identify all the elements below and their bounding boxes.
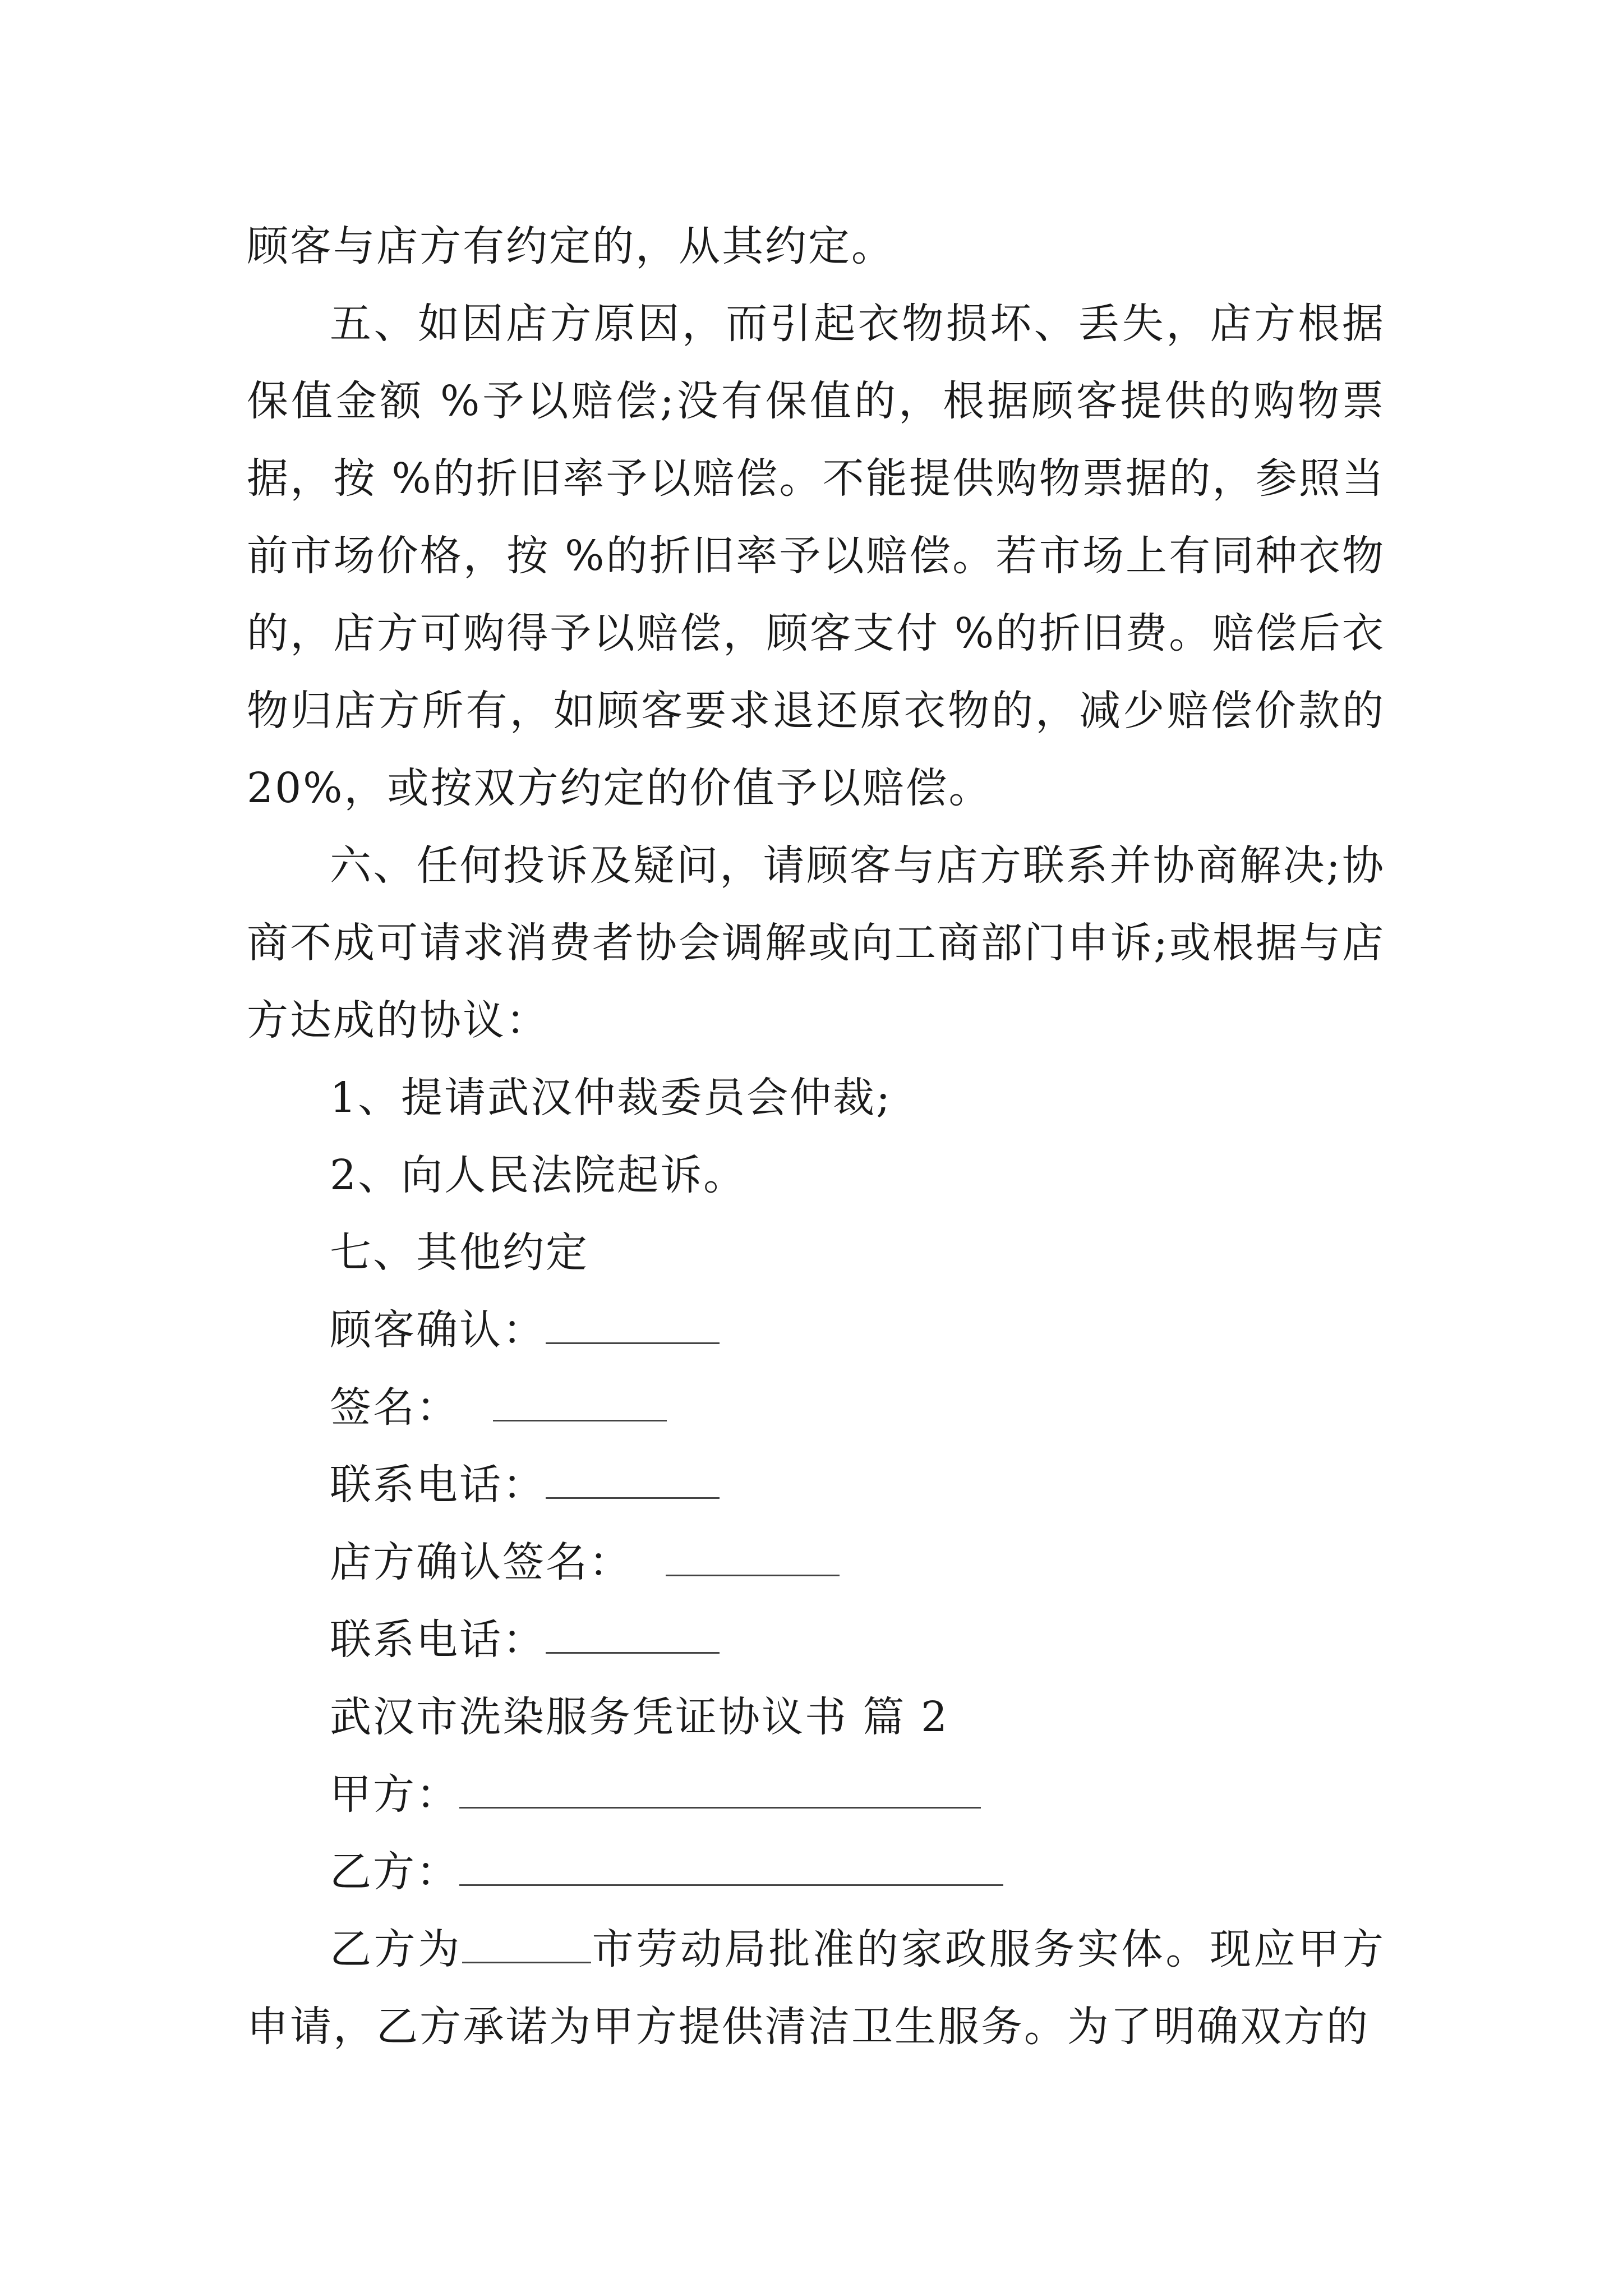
section-2-title: 武汉市洗染服务凭证协议书 篇 2 [330, 1693, 949, 1741]
shop-phone-row [247, 1601, 1385, 1678]
customer-phone-blank [546, 1460, 720, 1499]
city-blank [462, 1924, 591, 1963]
service-intro-prefix: 乙方为 [330, 1925, 462, 1973]
shop-phone-label: 联系电话： [330, 1616, 546, 1664]
customer-confirm-label: 顾客确认： [330, 1306, 546, 1354]
customer-confirm-blank [546, 1305, 720, 1344]
paragraph-clause-6: 六、任何投诉及疑问，请顾客与店方联系并协商解决;协商不成可请求消费者协会调解或向工商部门申诉;或根据与店方达成的协议： [247, 841, 1385, 1045]
section-2-title-row [247, 1678, 1385, 1756]
list-item-arbitration: 1、提请武汉仲裁委员会仲裁; [330, 1074, 892, 1122]
customer-phone-row [247, 1446, 1385, 1524]
shop-signature-blank [666, 1537, 840, 1576]
party-b-row [247, 1833, 1385, 1911]
party-a-label: 甲方： [330, 1770, 459, 1819]
party-a-blank [459, 1769, 981, 1809]
customer-confirm-row [247, 1291, 1385, 1369]
signature-label: 签名： [330, 1383, 459, 1432]
document-page [247, 208, 1385, 2065]
list-item-lawsuit: 2、向人民法院起诉。 [330, 1151, 747, 1199]
shop-phone-blank [546, 1614, 720, 1654]
service-intro-rest: 市劳动局批准的家政服务实体。现应甲方申请，乙方承诺为甲方提供清洁卫生服务。为了明确双方的 [247, 1925, 1385, 2051]
paragraph-clause-7: 七、其他约定 [330, 1228, 589, 1277]
paragraph-service-intro [247, 1911, 1385, 2065]
signature-blank [493, 1382, 667, 1421]
customer-phone-label: 联系电话： [330, 1461, 546, 1509]
party-b-blank [459, 1847, 1003, 1886]
signature-row [247, 1369, 1385, 1446]
paragraph-clause-5: 五、如因店方原因，而引起衣物损坏、丢失，店方根据保值金额 %予以赔偿;没有保值的，根据顾客提供的购物票据，按 %的折旧率予以赔偿。不能提供购物票据的，参照当前市场价格，按 %的折旧率予以赔偿。若市场上有同种衣物的，店方可购得予以赔偿，顾客支付 %的折旧费。赔偿后衣物归店方所有，如顾客要求退还原衣物的，减少赔偿价款的20%，或按双方约定的价值予以赔偿。 [247, 300, 1385, 812]
paragraph-closing: 顾客与店方有约定的，从其约定。 [247, 222, 895, 270]
shop-signature-label: 店方确认签名： [330, 1538, 632, 1586]
party-b-label: 乙方： [330, 1848, 459, 1896]
party-a-row [247, 1756, 1385, 1833]
shop-signature-row [247, 1524, 1385, 1601]
